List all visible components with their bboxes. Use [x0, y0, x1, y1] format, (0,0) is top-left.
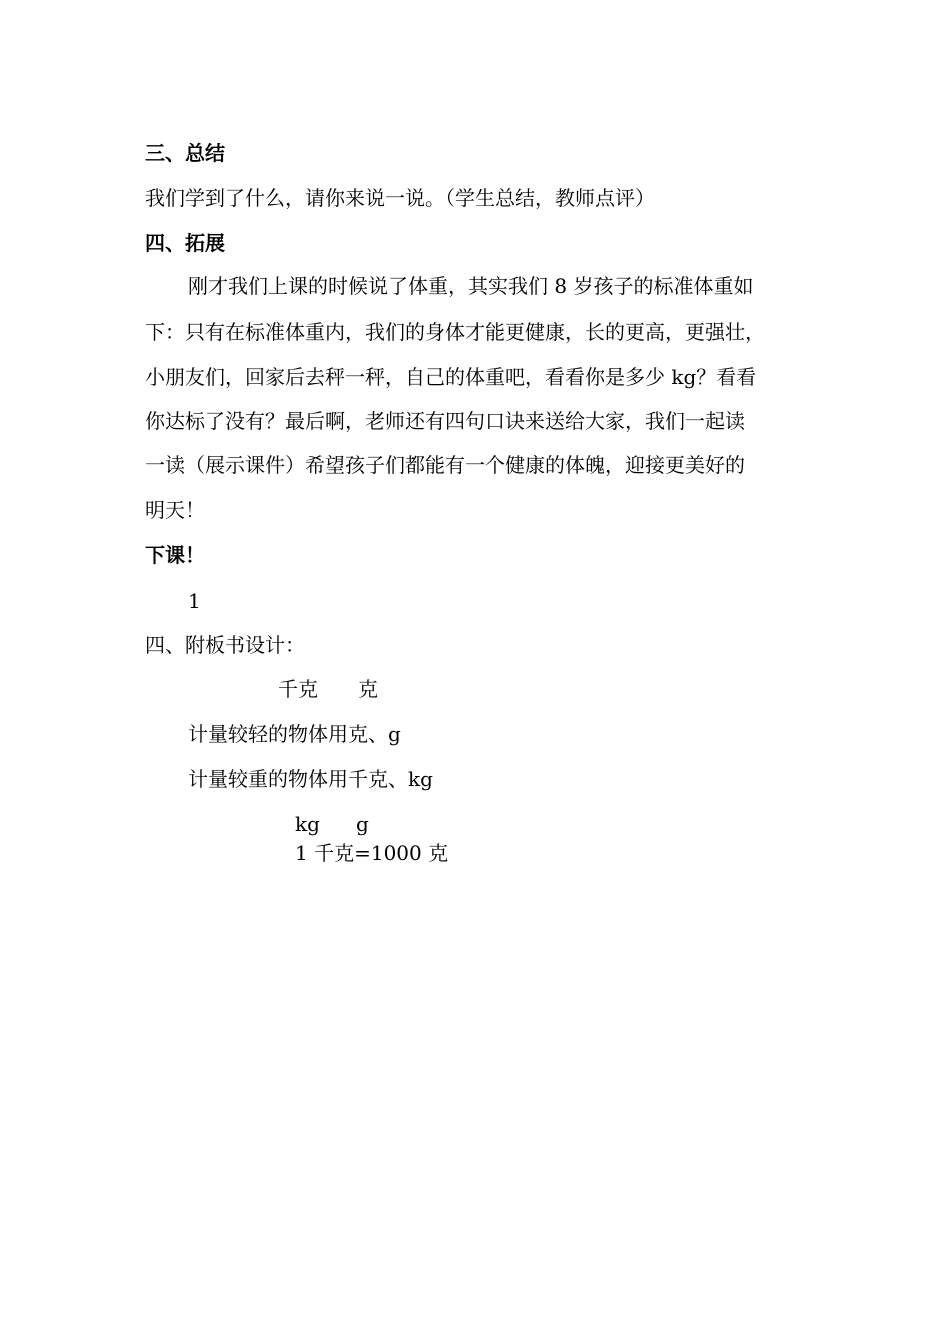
- extension-heading: 四、拓展: [145, 231, 225, 255]
- board-title-gram: 克: [358, 677, 378, 701]
- board-unit-g: g: [356, 812, 369, 836]
- extension-line-3: 小朋友们，回家后去秤一秤，自己的体重吧，看看你是多少 kg？看看: [145, 365, 757, 389]
- board-heading: 四、附板书设计：: [145, 633, 305, 657]
- extension-line-1: 刚才我们上课的时候说了体重，其实我们 8 岁孩子的标准体重如: [188, 274, 754, 298]
- board-title-kilogram: 千克: [278, 677, 318, 701]
- summary-heading: 三、总结: [145, 141, 225, 165]
- board-light-line: 计量较轻的物体用克、g: [188, 722, 401, 746]
- summary-text: 我们学到了什么，请你来说一说。（学生总结，教师点评）: [145, 186, 655, 210]
- extension-line-5: 一读（展示课件）希望孩子们都能有一个健康的体魄，迎接更美好的: [145, 453, 745, 477]
- page-number: 1: [188, 589, 201, 613]
- extension-line-6: 明天！: [145, 498, 205, 522]
- extension-line-2: 下：只有在标准体重内，我们的身体才能更健康，长的更高，更强壮，: [145, 320, 765, 344]
- extension-line-4: 你达标了没有？最后啊，老师还有四句口诀来送给大家，我们一起读: [145, 409, 745, 433]
- board-equation: 1 千克=1000 克: [295, 841, 449, 865]
- board-unit-kg: kg: [295, 812, 320, 836]
- board-heavy-line: 计量较重的物体用千克、kg: [188, 767, 433, 791]
- dismiss-text: 下课！: [145, 543, 205, 567]
